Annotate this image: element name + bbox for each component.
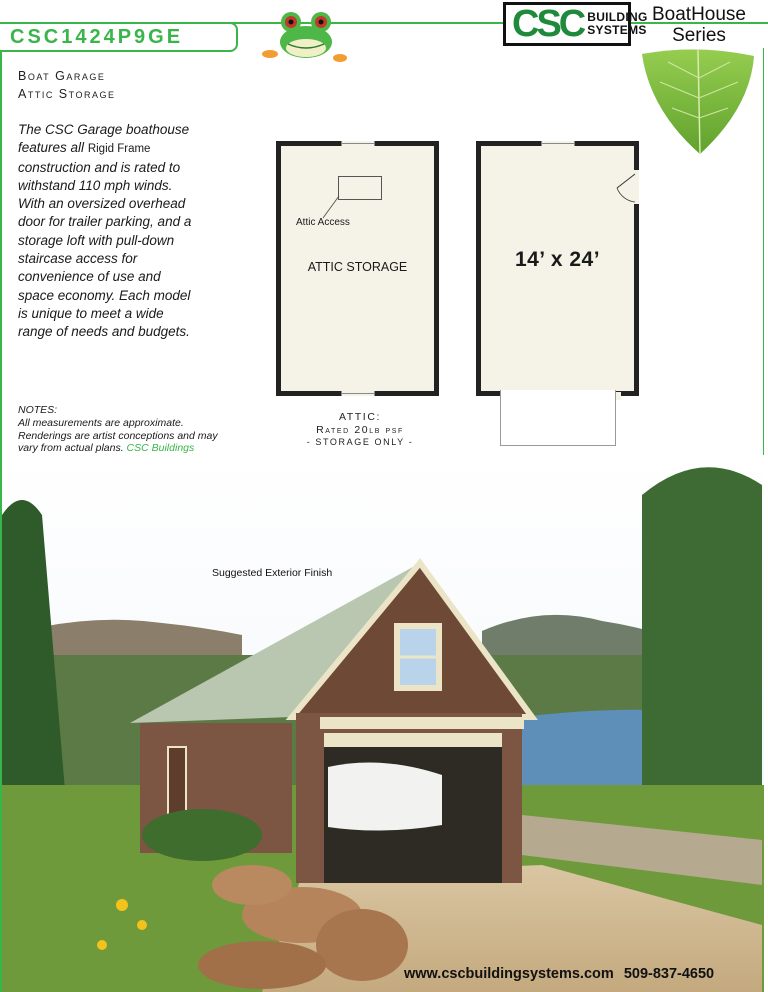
plan-window-bottom <box>341 391 375 396</box>
product-description <box>18 121 198 342</box>
attic-rating <box>290 411 430 449</box>
building-subtitle <box>18 67 115 103</box>
logo-line1: BUILDING <box>587 10 648 24</box>
leaf-icon <box>638 48 758 158</box>
subtitle-line1: Boat Garage <box>18 69 106 83</box>
plan-window-top-right <box>541 141 575 146</box>
attic-floor-plan <box>276 141 439 396</box>
logo-line2: SYSTEMS <box>587 23 647 37</box>
phone-number: 509-837-4650 <box>623 966 715 982</box>
first-floor-plan <box>476 141 639 396</box>
description-rigid-frame: Rigid Frame <box>87 143 151 156</box>
series-line2: Series <box>672 25 726 46</box>
building-dimensions: 14’ x 24’ <box>514 248 601 271</box>
website-link[interactable]: www.cscbuildingsystems.com <box>404 966 614 982</box>
attic-access-label: Attic Access <box>296 217 350 228</box>
series-line1: BoatHouse <box>651 4 746 25</box>
logo-mark: CSC <box>512 3 584 45</box>
exterior-rendering <box>2 455 764 992</box>
contact-footer <box>404 966 714 982</box>
attic-rating-line1: ATTIC: <box>338 411 382 423</box>
subtitle-line2: Attic Storage <box>18 87 116 101</box>
notes-heading: NOTES: <box>18 404 58 416</box>
model-tab <box>0 22 238 52</box>
entry-door-icon <box>609 170 639 206</box>
frog-mascot <box>258 4 348 64</box>
description-part3: construction and is rated to withstand 110 mph winds. With an oversized overhead door for trailer parking, and a storage loft with pull-down staircase access for convenience of use and space economy. Each model is unique to meet a wide range of needs and budgets. <box>18 159 192 340</box>
attic-rating-line2: Rated 20lb psf <box>316 423 404 436</box>
attic-storage-label: ATTIC STORAGE <box>307 260 408 274</box>
model-code: CSC1424P9GE <box>10 25 184 48</box>
rendering-caption: Suggested Exterior Finish <box>212 567 333 579</box>
notes-line1: All measurements are approximate. Renderings are artist conceptions and may vary from actual plans. <box>18 416 218 455</box>
series-title <box>640 4 758 46</box>
description-part1: The CSC Garage boathouse features all <box>18 122 190 156</box>
attic-rating-line3: - STORAGE ONLY - <box>306 437 414 447</box>
csc-logo <box>503 2 648 46</box>
driveway-outline <box>500 390 616 446</box>
notes-brand: CSC Buildings <box>126 442 195 455</box>
